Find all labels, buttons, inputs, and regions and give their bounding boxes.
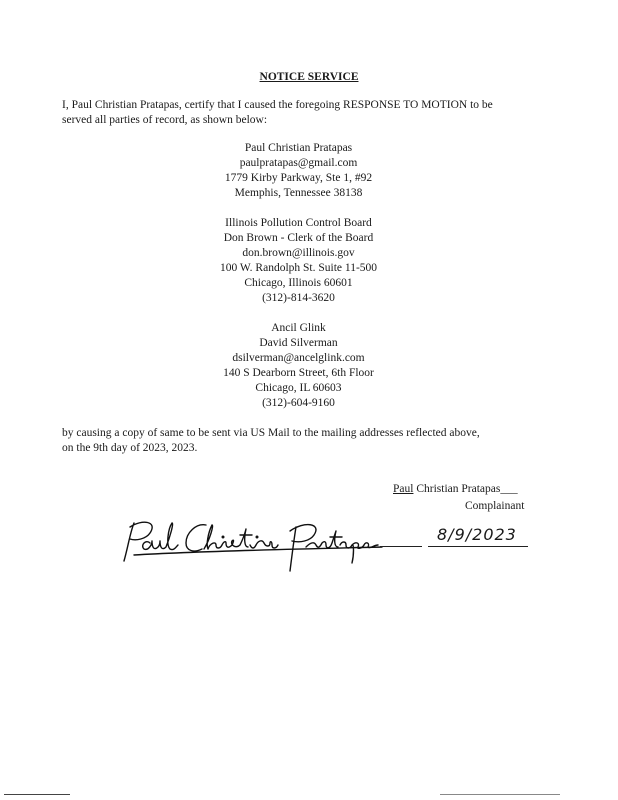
service-method-paragraph bbox=[62, 426, 542, 456]
recipient-phone: (312)-814-3620 bbox=[262, 292, 335, 304]
recipient-city: Chicago, Illinois 60601 bbox=[244, 277, 353, 289]
recipient-name: Illinois Pollution Control Board bbox=[225, 217, 372, 229]
recipient-block-pollution-board bbox=[0, 216, 597, 306]
recipient-address: 1779 Kirby Parkway, Ste 1, #92 bbox=[224, 172, 373, 184]
recipient-phone: (312)-604-9160 bbox=[262, 397, 335, 409]
signature-date: 8/9/2023 bbox=[437, 525, 517, 544]
recipient-address: 140 S Dearborn Street, 6th Floor bbox=[223, 367, 374, 379]
recipient-firm: Ancil Glink bbox=[271, 322, 326, 334]
closing-line-2: on the 9th day of 2023, 2023. bbox=[62, 442, 198, 454]
closing-line-1: by causing a copy of same to be sent via US Mail to the mailing addresses reflected above, bbox=[62, 427, 480, 439]
signatory-name bbox=[393, 482, 518, 497]
recipient-city: Memphis, Tennessee 38138 bbox=[234, 187, 363, 199]
recipient-address: 100 W. Randolph St. Suite 11-500 bbox=[219, 262, 378, 274]
signatory-last-name: Christian Pratapas___ bbox=[413, 483, 518, 495]
handwritten-signature bbox=[120, 515, 390, 575]
recipient-block-ancel-glink bbox=[0, 321, 597, 411]
recipient-email: don.brown@illinois.gov bbox=[242, 247, 355, 259]
signatory-first-name: Paul bbox=[393, 483, 414, 495]
recipient-name: Paul Christian Pratapas bbox=[244, 142, 353, 154]
recipient-email: dsilverman@ancelglink.com bbox=[232, 352, 365, 364]
signature-line-dash bbox=[380, 546, 422, 547]
date-line bbox=[428, 546, 528, 547]
intro-line-1: I, Paul Christian Pratapas, certify that I caused the foregoing RESPONSE TO MOTION to be bbox=[62, 99, 493, 111]
recipient-block-pratapas bbox=[0, 141, 597, 201]
recipient-email: paulpratapas@gmail.com bbox=[239, 157, 358, 169]
signatory-role: Complainant bbox=[465, 500, 525, 512]
footer-rule-right bbox=[440, 794, 560, 795]
document-title: NOTICE SERVICE bbox=[259, 71, 359, 83]
recipient-name: David Silverman bbox=[259, 337, 338, 349]
recipient-city: Chicago, IL 60603 bbox=[255, 382, 342, 394]
intro-line-2: served all parties of record, as shown below: bbox=[62, 114, 268, 126]
certification-paragraph bbox=[62, 98, 542, 128]
recipient-contact: Don Brown - Clerk of the Board bbox=[223, 232, 374, 244]
footer-rule-left bbox=[4, 794, 70, 795]
